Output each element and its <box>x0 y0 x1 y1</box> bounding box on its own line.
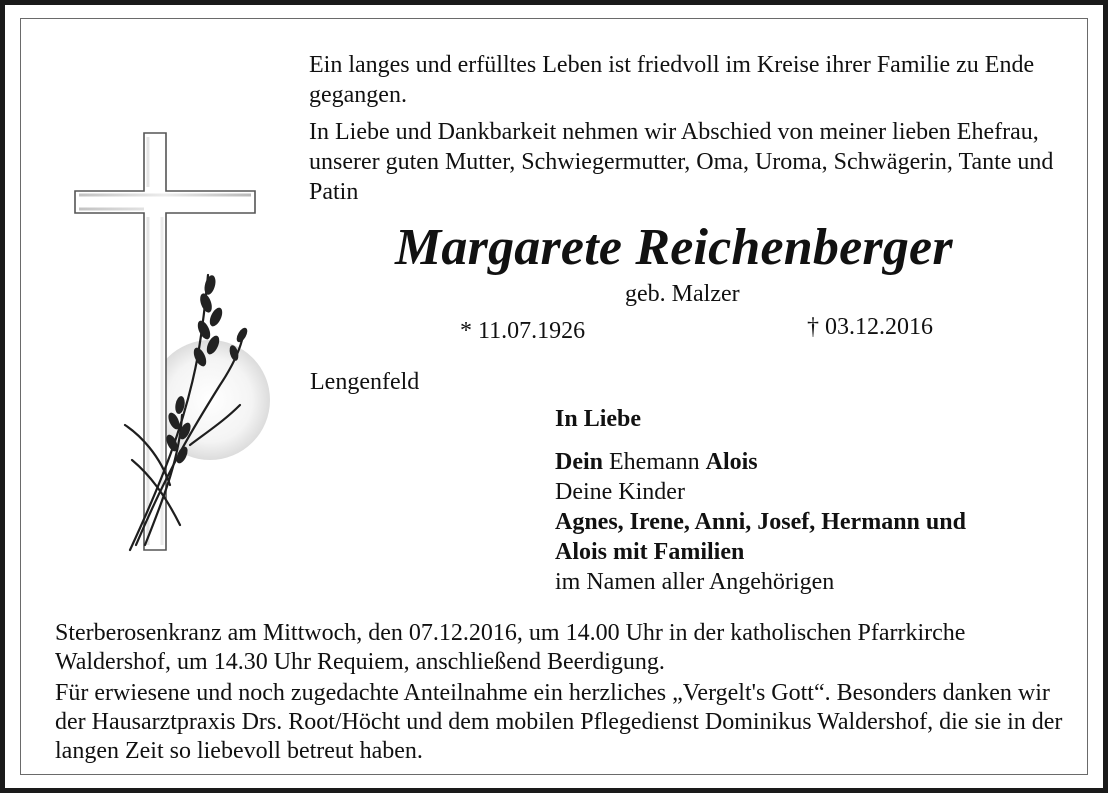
spouse-name: Alois <box>705 449 758 475</box>
maiden-name: geb. Malzer <box>625 281 740 307</box>
deceased-name: Margarete Reichenberger <box>395 219 953 276</box>
place-name: Lengenfeld <box>310 369 420 395</box>
intro-paragraph-1: Ein langes und erfülltes Leben ist friedvoll im Kreise ihrer Familie zu Ende gegangen. <box>309 52 1035 108</box>
children-label: Deine Kinder <box>555 479 685 505</box>
children-names-line-1: Agnes, Irene, Anni, Josef, Hermann und <box>555 509 966 535</box>
relatives-line: im Namen aller Angehörigen <box>555 569 835 595</box>
spouse-role: Ehemann <box>609 449 700 475</box>
signature-block <box>555 404 1055 597</box>
signature-heading: In Liebe <box>555 406 642 432</box>
intro-text <box>309 50 1069 214</box>
death-date: † 03.12.2016 <box>807 314 933 340</box>
spouse-line <box>555 447 1055 477</box>
birth-date: * 11.07.1926 <box>460 318 586 344</box>
intro-paragraph-2: In Liebe und Dankbarkeit nehmen wir Abschied von meiner lieben Ehefrau, unserer guten Mutter, Schwiegermutter, Oma, Uroma, Schwägerin, Tante und Patin <box>309 119 1054 205</box>
footer-paragraph-2: Für erwiesene und noch zugedachte Anteilnahme ein herzliches „Vergelt's Gott“. Besonders danken wir der Hausarztpraxis Drs. Root/Höcht und dem mobilen Pflegedienst Dominikus Waldershof, die sie in der langen Zeit so liebevoll betreut haben. <box>55 680 1063 764</box>
cross-with-wheat-icon <box>70 125 270 555</box>
footer-paragraph-1: Sterberosenkranz am Mittwoch, den 07.12.2016, um 14.00 Uhr in der katholischen Pfarrkirche Waldershof, um 14.30 Uhr Requiem, anschließend Beerdigung. <box>55 620 966 675</box>
footer-text <box>55 619 1075 766</box>
children-names-line-2: Alois mit Familien <box>555 539 745 565</box>
spouse-prefix: Dein <box>555 449 603 475</box>
